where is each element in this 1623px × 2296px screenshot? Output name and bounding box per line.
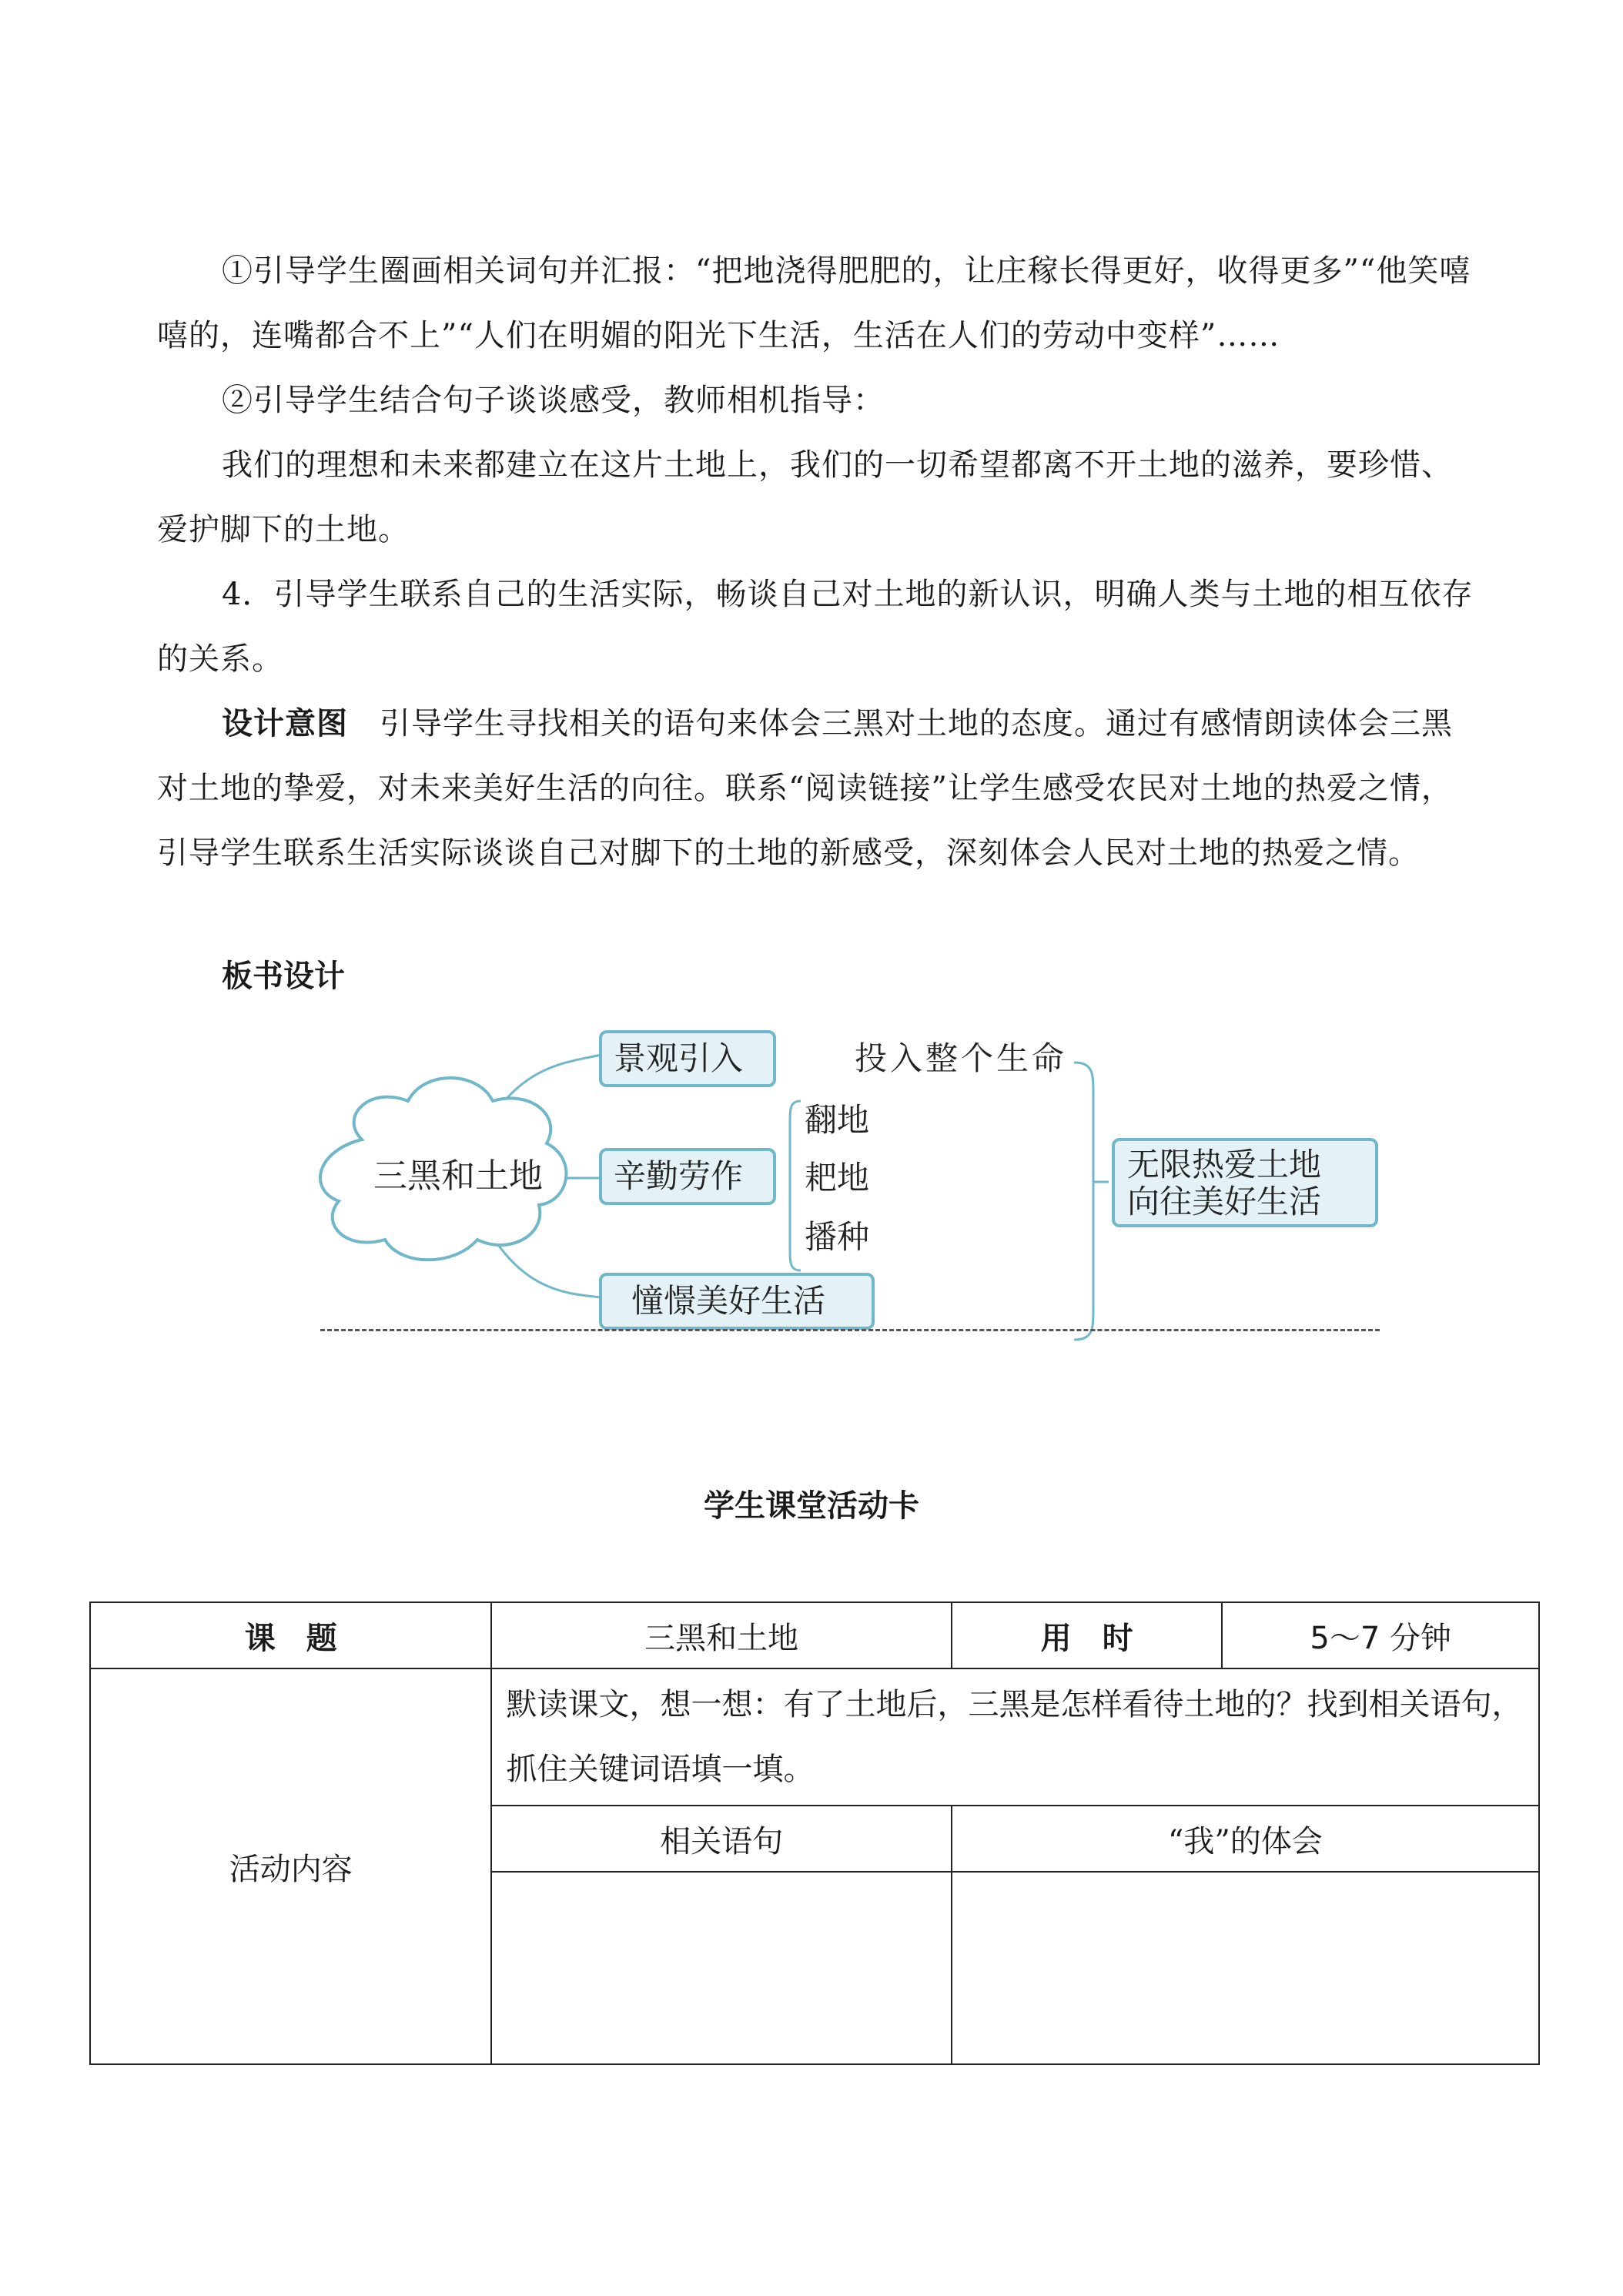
board-diagram [0,1001,1623,1355]
branch2-label: 辛勤劳作 [614,1157,744,1195]
design-intent-label: 设计意图 [222,706,348,741]
my-feelings-blank[interactable] [952,1872,1539,2064]
design-intent-text: 引导学生寻找相关的语句来体会三黑对土地的态度。通过有感情朗读体会三黑对土地的挚爱，对未来美好生活的向往。联系“阅读链接”让学生感受农民对土地的热爱之情，引导学生联系生活实际谈谈自己对脚下的土地的新感受，深刻体会人民对土地的热爱之情。 [157,706,1453,871]
content-label: 活动内容 [90,1668,491,2064]
time-label: 用 时 [952,1602,1223,1668]
card-header-row [90,1602,1539,1668]
board-design-heading: 板书设计 [222,959,345,994]
design-intent-paragraph [157,691,1474,885]
activity-card-table [89,1602,1540,2065]
paragraph-4: 4．引导学生联系自己的生活实际，畅谈自己对土地的新认识，明确人类与土地的相互依存的关系。 [157,577,1474,677]
dashed-divider [320,1329,1380,1331]
result-line-2: 向往美好生活 [1127,1183,1322,1220]
sub-item-1: 翻地 [805,1101,870,1139]
result-bracket [1074,1063,1093,1340]
branch1-label: 景观引入 [614,1039,744,1077]
sub-item-2: 耙地 [805,1159,870,1197]
top-phrase: 投入整个生命 [855,1039,1068,1077]
topic-value: 三黑和土地 [491,1602,951,1668]
sub-item-3: 播种 [805,1218,870,1256]
paragraph-3: 我们的理想和未来都建立在这片土地上，我们的一切希望都离不开土地的滋养，要珍惜、爱护脚下的土地。 [157,447,1453,547]
activity-card-title: 学生课堂活动卡 [704,1488,919,1524]
paragraph-1: ①引导学生圈画相关词句并汇报：“把地浇得肥肥的，让庄稼长得更好，收得更多”“他笑嘻嘻的，连嘴都合不上”“人们在明媚的阳光下生活，生活在人们的劳动中变样”…… [157,253,1471,353]
paragraph-2: ②引导学生结合句子谈谈感受，教师相机指导： [222,383,885,418]
result-line-1: 无限热爱土地 [1127,1146,1322,1183]
task-instruction: 默读课文，想一想：有了土地后，三黑是怎样看待土地的？找到相关语句，抓住关键词语填一填。 [491,1668,1539,1806]
topic-label: 课 题 [90,1602,491,1668]
branch3-label: 憧憬美好生活 [631,1282,826,1320]
column-related-sentences: 相关语句 [491,1806,951,1872]
center-label: 三黑和土地 [373,1156,543,1196]
time-value: 5～7 分钟 [1222,1602,1539,1668]
sub-items-brace [790,1101,801,1270]
column-my-feelings: “我”的体会 [952,1806,1539,1872]
related-sentences-blank[interactable] [491,1872,951,2064]
